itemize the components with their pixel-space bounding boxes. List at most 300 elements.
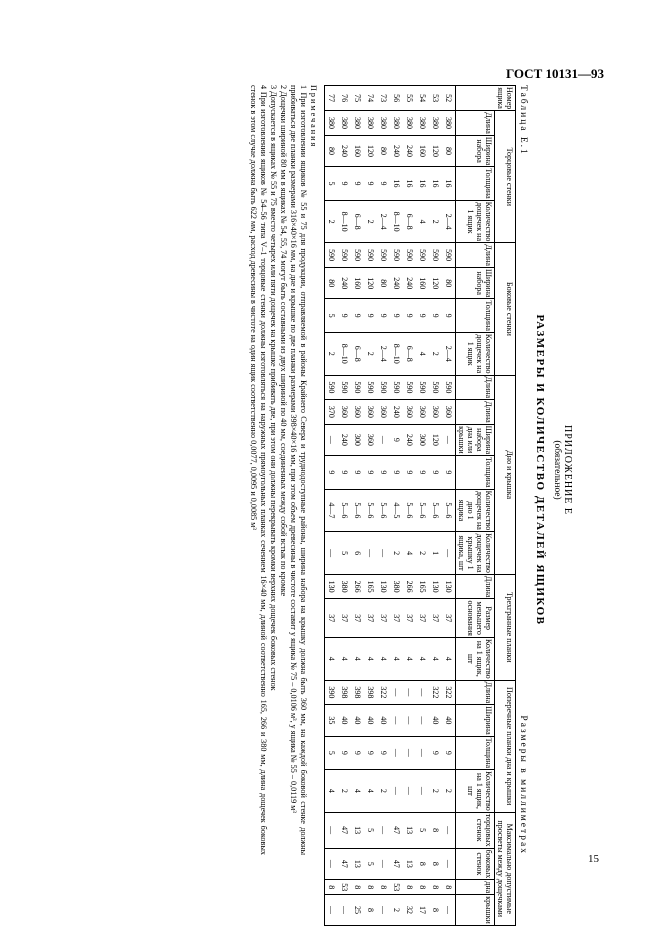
table-cell: 2—4 [377,332,390,375]
note-1: 1 При изготовлении ящиков № 55 и 75 для продукции, отправляемой в районы Крайнего Севера и труднодоступные районы, ширина набора на крышку должна быть 360 мм, на каждой боковой стенке должны прибиваться две планки размерами 316×40×16 мм, на дне и крышке по две планки размерами 398×40×16 мм, при этом объем древесины в чистоте составит у ящика № 75 – 0,0106 м³, у ящика № 55 – 0,0119 м³ [289,85,308,855]
table-cell: 360 [351,400,364,425]
note-2: 2 Дощечки шириной 80 мм в ящиках № 54, 55, 74 могут быть составными из двух шириной по 40 мм, соединенных между собой встык по кромке [279,85,288,597]
table-cell: 590 [416,375,429,400]
table-cell: 5 [338,532,351,575]
table-row [429,86,442,926]
table-cell: 300 [416,424,429,455]
table-cell: 4 [429,637,442,680]
table-cell: 360 [338,400,351,425]
group-cross-bars: Поперечные планки дна и крышки [495,680,516,812]
table-cell: 5—6 [377,489,390,532]
group-end-walls: Торцовые стенки [495,111,516,243]
table-cell: 40 [429,705,442,736]
col-header: Длина [456,574,495,599]
table-cell: 4 [351,637,364,680]
table-cell: 16 [416,167,429,200]
table-cell: 4 [416,637,429,680]
table-cell: 590 [377,243,390,268]
table-cell: 16 [429,167,442,200]
rotated-page-content [80,85,575,924]
table-cell: — [377,848,390,880]
table-cell: — [325,848,339,880]
table-cell: 8—10 [390,332,403,375]
table-cell: 6—8 [351,332,364,375]
col-header: дна [456,880,495,895]
table-cell: 9 [390,456,403,489]
table-cell: 53 [390,880,403,895]
col-header: Длина [456,375,495,400]
table-cell: 4 [416,332,429,375]
table-cell: 13 [351,848,364,880]
table-cell: 16 [442,167,456,200]
table-cell: 590 [325,243,339,268]
table-cell: 32 [403,895,416,926]
table-cell: 9 [416,456,429,489]
page-title: РАЗМЕРЫ И КОЛИЧЕСТВО ДЕТАЛЕЙ ЯЩИКОВ [534,314,546,626]
table-cell: 360 [364,424,377,455]
table-cell: 240 [403,267,416,298]
table-cell: — [377,812,390,848]
table-cell: 8 [325,880,339,895]
table-cell: 4 [351,770,364,813]
note-4: 4 При изготовлении ящиков № 54–56 типа V–1 торцовые стенки должны изготовляться на наружных прямоугольных планках сечением 16×40 мм, длиной соответственно 165, 266 и 380 мм, длина дощечек боковых стенок в этом случае должна быть 622 мм, расход древесины в чистоте на один ящик соответственно 0,0077, 0,0095 и 0,0085 м³ [249,85,268,855]
col-header: Количество дощечек на 1 ящик [456,200,495,243]
table-cell: 590 [390,243,403,268]
table-cell: 5—6 [442,489,456,532]
table-cell: 165 [364,574,377,599]
appendix-status: (обязательное) [552,440,562,500]
table-cell: 5 [325,167,339,200]
table-cell: — [338,895,351,926]
table-cell: — [403,736,416,769]
table-cell: 37 [390,599,403,638]
table-cell: 590 [442,243,456,268]
table-cell: 9 [351,167,364,200]
table-cell: 37 [416,599,429,638]
table-cell: 9 [442,736,456,769]
table-cell: — [416,770,429,813]
table-cell: 9 [364,299,377,332]
table-cell: 300 [351,424,364,455]
table-cell: — [377,532,390,575]
table-row [364,86,377,926]
table-cell: 4 [416,200,429,243]
table-cell: 9 [377,456,390,489]
table-cell: 37 [338,599,351,638]
table-cell: 160 [416,135,429,166]
table-cell: 9 [364,456,377,489]
table-cell: 37 [351,599,364,638]
table-cell: 47 [338,848,351,880]
table-cell: — [325,424,339,455]
table-cell: 240 [390,135,403,166]
table-cell: 4 [403,532,416,575]
table-cell: 322 [377,680,390,705]
table-cell: 8 [403,880,416,895]
table-cell: 8 [416,880,429,895]
table-cell: 80 [377,135,390,166]
group-gaps: Максимально допустимые просветы между дощечками [495,812,516,925]
table-cell: 380 [325,111,339,136]
table-cell: 2 [429,770,442,813]
table-cell: 2 [429,200,442,243]
col-header: Длина [456,111,495,136]
table-cell: 9 [338,456,351,489]
table-cell: 47 [390,848,403,880]
table-cell: 8 [429,880,442,895]
table-cell: 8 [416,848,429,880]
table-cell: 590 [364,243,377,268]
table-cell: 40 [442,705,456,736]
note-3: 3 Допускается в ящиках № 55 и 75 вместо четырех или пяти дощечек на крышке прибивать две, при этом они должны перекрывать кромки верхних дощечек боковых стенок [269,85,278,691]
table-cell: 9 [442,299,456,332]
table-cell: 2 [390,532,403,575]
col-header: Ширина набора [456,135,495,166]
table-cell: — [325,812,339,848]
table-cell: 380 [351,111,364,136]
table-cell: 5 [325,299,339,332]
table-cell: 590 [364,375,377,400]
group-side-walls: Боковые стенки [495,243,516,375]
table-cell: 4—7 [325,489,339,532]
table-cell: 8—10 [338,200,351,243]
table-cell: 240 [390,267,403,298]
table-cell: — [377,895,390,926]
units-label: Размеры в миллиметрах [518,715,528,855]
table-cell: 2 [377,770,390,813]
table-cell: 240 [403,135,416,166]
table-cell: 8 [442,880,456,895]
col-header: боковых стенок [456,848,495,880]
table-cell: 9 [351,736,364,769]
table-cell: — [364,532,377,575]
table-cell: 8 [351,880,364,895]
table-cell: 9 [377,167,390,200]
table-cell: 2 [390,895,403,926]
table-cell: 2—4 [442,200,456,243]
col-header: крышки [456,895,495,926]
table-cell: 9 [325,456,339,489]
table-cell: — [442,532,456,575]
table-row [403,86,416,926]
table-cell: 5—6 [429,489,442,532]
table-cell: 380 [390,574,403,599]
table-row [416,86,429,926]
table-cell: — [442,812,456,848]
table-cell: 4 [364,770,377,813]
table-cell: 80 [325,267,339,298]
table-cell: 120 [364,135,377,166]
table-cell: 9 [416,299,429,332]
table-cell: 590 [429,243,442,268]
table-cell: 4 [442,637,456,680]
table-cell: 590 [351,375,364,400]
table-cell: 130 [429,574,442,599]
table-cell: 56 [390,86,403,111]
table-cell: 266 [351,574,364,599]
table-cell: 590 [351,243,364,268]
table-cell: 266 [403,574,416,599]
table-cell: 2 [429,332,442,375]
table-cell: 380 [403,111,416,136]
table-cell: 37 [403,599,416,638]
table-cell: 8—10 [390,200,403,243]
table-cell: 9 [429,456,442,489]
table-cell: 53 [429,86,442,111]
table-cell: 16 [403,167,416,200]
table-cell: 4 [390,637,403,680]
table-cell: 13 [351,812,364,848]
table-cell: — [416,736,429,769]
table-cell: 380 [429,111,442,136]
standard-header: ГОСТ 10131—93 [505,66,604,81]
table-cell: 160 [416,267,429,298]
col-header: Длина [456,400,495,425]
table-cell: 4 [377,637,390,680]
table-cell: 120 [429,135,442,166]
table-cell: 5—6 [364,489,377,532]
table-cell: 8 [429,812,442,848]
group-triangular: Трехгранные планки [495,574,516,680]
table-body [325,86,456,926]
table-cell: 35 [325,705,339,736]
table-cell: 130 [377,574,390,599]
table-cell: 52 [442,86,456,111]
table-cell: — [403,705,416,736]
table-cell: 4 [325,637,339,680]
table-cell: 120 [429,267,442,298]
table-cell: 380 [442,111,456,136]
table-cell: 25 [351,895,364,926]
table-cell: — [403,770,416,813]
col-header: торцовых стенок [456,812,495,848]
table-cell: 6 [351,532,364,575]
table-cell: 13 [403,848,416,880]
table-cell: 80 [325,135,339,166]
table-cell: 54 [416,86,429,111]
table-cell: — [377,424,390,455]
notes [248,85,318,855]
table-cell: 590 [442,375,456,400]
table-cell: 37 [442,599,456,638]
table-cell: 240 [338,267,351,298]
col-header: Толщина [456,456,495,489]
table-cell: 4 [325,770,339,813]
table-cell: 2 [325,332,339,375]
table-cell: 40 [338,705,351,736]
table-cell: 360 [377,400,390,425]
table-cell: 5—6 [338,489,351,532]
table-cell: 590 [325,375,339,400]
table-cell: 80 [377,267,390,298]
table-cell: 8—10 [338,332,351,375]
table-cell: 37 [377,599,390,638]
table-cell: 160 [351,135,364,166]
table-cell: 13 [403,812,416,848]
table-cell: 16 [390,167,403,200]
table-cell: 5—6 [403,489,416,532]
col-box-no: Номер ящика [456,86,516,111]
table-cell: 9 [338,736,351,769]
table-cell: 9 [429,299,442,332]
table-cell: — [390,770,403,813]
table-cell: 130 [442,574,456,599]
table-cell: 6—8 [351,200,364,243]
table-cell: 360 [429,400,442,425]
table-cell: 4—5 [390,489,403,532]
table-cell: 9 [338,299,351,332]
table-cell: 37 [325,599,339,638]
table-cell: 9 [338,167,351,200]
table-cell: 380 [390,111,403,136]
table-cell: 37 [429,599,442,638]
table-cell: 8 [364,895,377,926]
table-cell: 160 [351,267,364,298]
table-row [325,86,339,926]
table-cell: 590 [429,375,442,400]
table-cell: 380 [377,111,390,136]
table-cell: 47 [390,812,403,848]
table-cell: 6—8 [403,200,416,243]
table-cell: 398 [338,680,351,705]
table-cell: 8 [429,848,442,880]
table-cell: 8 [377,880,390,895]
table-row [390,86,403,926]
col-header: Количество на 1 ящик, шт [456,770,495,813]
table-cell: 360 [416,400,429,425]
col-header: Длина [456,243,495,268]
table-cell: 73 [377,86,390,111]
table-cell: 240 [338,135,351,166]
table-cell: 360 [442,400,456,425]
col-header: Количество дощечек на дно 1 ящика [457,490,493,531]
table-cell: 9 [429,736,442,769]
table-cell: 398 [351,680,364,705]
appendix-label: ПРИЛОЖЕНИЕ Е [562,425,573,515]
table-cell: 322 [442,680,456,705]
table-cell: 398 [364,680,377,705]
table-cell: 55 [403,86,416,111]
table-row [377,86,390,926]
table-cell: 165 [416,574,429,599]
table-cell: 9 [403,456,416,489]
table-cell: 37 [364,599,377,638]
table-cell: 2—4 [377,200,390,243]
table-cell: 590 [403,375,416,400]
table-cell: 9 [364,736,377,769]
table-cell: 9 [351,299,364,332]
table-cell: 9 [390,299,403,332]
table-row [351,86,364,926]
col-header: Ширина [456,705,495,736]
table-cell: 590 [338,375,351,400]
table-cell: 53 [338,880,351,895]
table-cell: 80 [442,267,456,298]
col-header: Толщина [456,299,495,332]
table-cell: — [416,680,429,705]
table-cell: — [390,680,403,705]
table-cell: 120 [429,424,442,455]
table-cell: 5 [416,812,429,848]
table-cell: 40 [351,705,364,736]
table-cell: 47 [338,812,351,848]
table-cell: 2 [416,532,429,575]
table-cell: 360 [364,400,377,425]
table-cell: 80 [442,135,456,166]
table-cell: — [403,680,416,705]
col-header: Ширина набора дна или крышки [457,425,493,455]
col-header: Количество дощечек на 1 ящик [456,332,495,375]
table-cell: — [325,895,339,926]
table-cell: 390 [325,680,339,705]
table-cell: 380 [338,574,351,599]
table-cell: 8 [429,895,442,926]
group-bottom-lid: Дно и крышка [495,375,516,574]
table-cell: 5—6 [416,489,429,532]
table-cell: 590 [403,243,416,268]
table-cell: 1 [429,532,442,575]
notes-heading: Примечания [309,85,318,149]
table-cell: 120 [364,267,377,298]
table-cell: — [325,532,339,575]
col-header: Количество на 1 ящик, шт [456,637,495,680]
col-header: Длина [456,680,495,705]
table-cell: 380 [416,111,429,136]
table-cell: — [390,705,403,736]
table-cell: — [442,895,456,926]
col-header: Толщина [456,167,495,200]
table-cell: — [442,848,456,880]
table-cell: 2 [338,770,351,813]
table-cell: 76 [338,86,351,111]
table-cell: 2 [325,200,339,243]
table-cell: 77 [325,86,339,111]
table-cell: 380 [338,111,351,136]
table-cell: 240 [338,424,351,455]
table-cell: 9 [377,736,390,769]
table-cell: 74 [364,86,377,111]
table-cell: 2 [442,770,456,813]
table-cell: 322 [429,680,442,705]
table-cell: 4 [403,637,416,680]
table-cell: 6—8 [403,332,416,375]
table-cell: 9 [377,299,390,332]
col-header: Ширина набора [456,267,495,298]
table-cell: 9 [364,167,377,200]
table-cell: 9 [351,456,364,489]
table-cell: 2—4 [442,332,456,375]
table-cell: 2 [364,332,377,375]
table-cell: — [390,736,403,769]
col-header: Количество дощечек на крышку 1 ящика, шт [457,533,493,573]
table-cell: 40 [377,705,390,736]
table-cell: 40 [364,705,377,736]
table-cell: 9 [442,456,456,489]
table-cell: 130 [325,574,339,599]
table-cell: 590 [390,375,403,400]
table-cell: 5 [325,736,339,769]
table-cell: — [442,424,456,455]
table-cell: 590 [416,243,429,268]
col-header: Толщина [456,736,495,769]
table-row [442,86,456,926]
col-header: Размер меньшего основания [456,599,495,638]
table-cell: 370 [325,400,339,425]
table-cell: 380 [364,111,377,136]
table-cell: 590 [377,375,390,400]
table-cell: 8 [364,880,377,895]
table-cell: 9 [390,424,403,455]
